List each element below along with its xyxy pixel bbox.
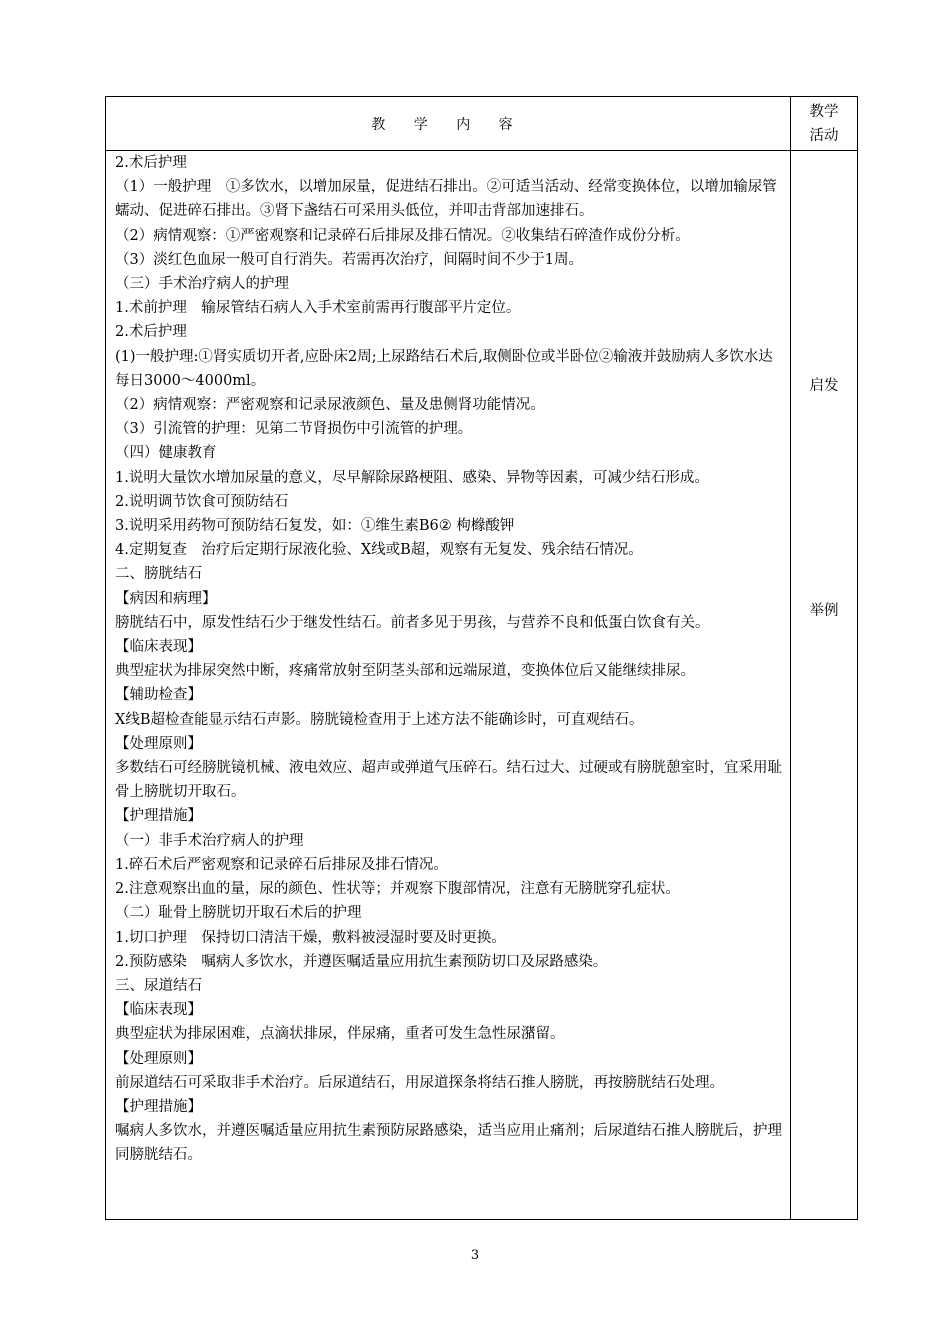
content-line: （三）手术治疗病人的护理 xyxy=(115,276,289,293)
header-activity-line2: 活动 xyxy=(809,127,839,144)
content-line: （3）引流管的护理：见第二节肾损伤中引流管的护理。 xyxy=(115,421,473,438)
content-line: 前尿道结石可采取非手术治疗。后尿道结石，用尿道探条将结石推人膀胱，再按膀胱结石处理。 xyxy=(115,1074,724,1091)
content-line: 2.说明调节饮食可预防结石 xyxy=(115,493,289,510)
content-line: 【处理原则】 xyxy=(115,1050,202,1067)
content-line: （3）淡红色血尿一般可自行消失。若需再次治疗，间隔时间不少于1周。 xyxy=(115,251,583,268)
content-line: 【临床表现】 xyxy=(115,639,202,656)
content-line: 1.切口护理 保持切口清洁干燥，敷料被浸湿时要及时更换。 xyxy=(115,929,506,946)
content-line: X线B超检查能显示结石声影。膀胱镜检查用于上述方法不能确诊时，可直观结石。 xyxy=(115,711,644,728)
content-line: 1.说明大量饮水增加尿量的意义，尽早解除尿路梗阻、感染、异物等因素，可减少结石形成。 xyxy=(115,469,709,486)
content-line: 2.预防感染 嘱病人多饮水，并遵医嘱适量应用抗生素预防切口及尿路感染。 xyxy=(115,953,608,970)
header-activity-line1: 教学 xyxy=(809,103,839,120)
content-line: （2）病情观察：严密观察和记录尿液颜色、量及患侧肾功能情况。 xyxy=(115,397,545,414)
lesson-table xyxy=(105,96,858,1220)
content-line: 【护理措施】 xyxy=(115,1098,202,1115)
content-line: 1.术前护理 输尿管结石病人入手术室前需再行腹部平片定位。 xyxy=(115,300,521,317)
content-line: 【病因和病理】 xyxy=(115,590,217,607)
content-line: 膀胱结石中，原发性结石少于继发性结石。前者多见于男孩，与营养不良和低蛋白饮食有关。 xyxy=(115,614,710,631)
content-line: 典型症状为排尿困难，点滴状排尿，伴尿痛，重者可发生急性尿潴留。 xyxy=(115,1026,565,1043)
content-line: 【护理措施】 xyxy=(115,808,202,825)
content-line: 多数结石可经膀胱镜机械、液电效应、超声或弹道气压碎石。结石过大、过硬或有膀胱憩室时，宜采用耻骨上膀胱切开取石。 xyxy=(115,760,782,801)
content-line: 【处理原则】 xyxy=(115,735,202,752)
content-line: 3.说明采用药物可预防结石复发，如：①维生素B6② 枸橼酸钾 xyxy=(115,518,515,535)
content-line: 1.碎石术后严密观察和记录碎石后排尿及排石情况。 xyxy=(115,856,448,873)
content-line: （1）一般护理 ①多饮水，以增加尿量，促进结石排出。②可适当活动、经常变换体位，以增加输尿管蠕动、促进碎石排出。③肾下盏结石可采用头低位，并叩击背部加速排石。 xyxy=(115,179,777,220)
page-number: 3 xyxy=(470,1248,480,1263)
content-line: （一）非手术治疗病人的护理 xyxy=(115,832,304,849)
content-line: 【临床表现】 xyxy=(115,1002,202,1019)
content-line: （四）健康教育 xyxy=(115,445,217,462)
content-line: 典型症状为排尿突然中断，疼痛常放射至阴茎头部和远端尿道，变换体位后又能继续排尿。 xyxy=(115,663,695,680)
content-line: 【辅助检查】 xyxy=(115,687,202,704)
content-line: 2.注意观察出血的量，尿的颜色、性状等；并观察下腹部情况，注意有无膀胱穿孔症状。 xyxy=(115,881,680,898)
column-divider xyxy=(790,97,791,1219)
activity-prompt: 启发 xyxy=(809,378,839,394)
content-line: 2.术后护理 xyxy=(115,324,187,341)
header-activity-title xyxy=(791,97,857,150)
content-line: 嘱病人多饮水，并遵医嘱适量应用抗生素预防尿路感染，适当应用止痛剂；后尿道结石推人膀胱后，护理同膀胱结石。 xyxy=(115,1123,782,1164)
content-line: （2）病情观察：①严密观察和记录碎石后排尿及排石情况。②收集结石碎渣作成份分析。 xyxy=(115,227,690,244)
header-content-title: 教 学 内 容 xyxy=(371,116,525,133)
content-line: (1)一般护理:①肾实质切开者,应卧床2周;上尿路结石术后,取侧卧位或半卧位②输液并鼓励病人多饮水达每日3000～4000ml。 xyxy=(115,348,773,389)
content-line: 4.定期复查 治疗后定期行尿液化验、X线或B超，观察有无复发、残余结石情况。 xyxy=(115,542,643,559)
content-line: 三、尿道结石 xyxy=(115,977,202,994)
content-line: 二、膀胱结石 xyxy=(115,566,202,583)
activity-example: 举例 xyxy=(809,603,839,619)
content-line: （二）耻骨上膀胱切开取石术后的护理 xyxy=(115,905,362,922)
content-body xyxy=(115,151,787,1168)
content-line: 2.术后护理 xyxy=(115,155,187,171)
